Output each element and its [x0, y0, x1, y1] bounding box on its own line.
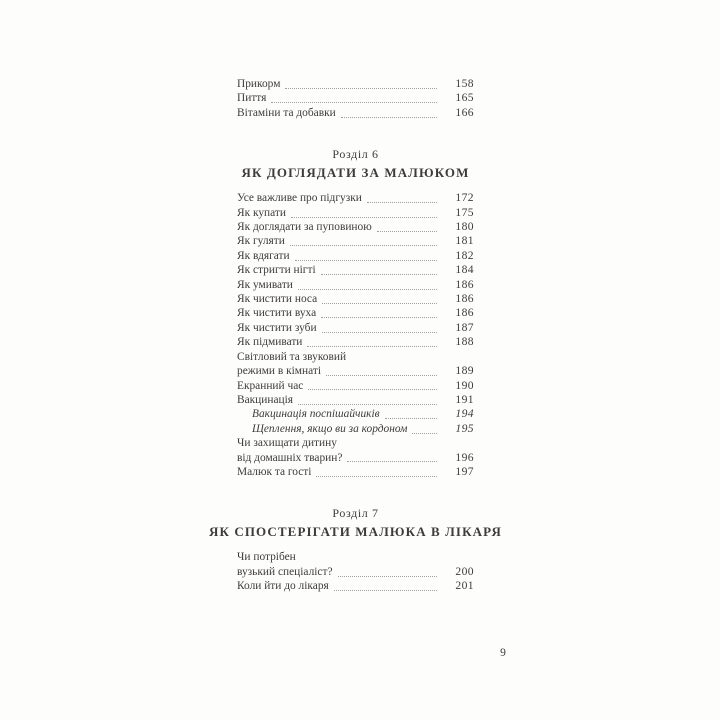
toc-entry-label: Вакцинація поспішайчиків	[252, 408, 380, 421]
chapter-title: ЯК СПОСТЕРІГАТИ МАЛЮКА В ЛІКАРЯ	[208, 524, 502, 540]
toc-entry-page: 197	[455, 464, 474, 478]
toc-entry-page: 165	[455, 91, 474, 105]
toc-entry-label: Чи потрібен	[237, 551, 296, 564]
dot-leader	[307, 379, 437, 393]
toc-entry	[237, 579, 474, 593]
dot-leader	[284, 77, 437, 91]
dot-leader	[366, 191, 437, 205]
toc-entry-page: 195	[455, 421, 474, 435]
toc-entry-page: 166	[455, 105, 474, 119]
toc-entry-label: Як стригти нігті	[237, 264, 316, 277]
toc-entry	[237, 263, 474, 277]
toc-entry-label: Як чистити зуби	[237, 321, 317, 334]
chapter-heading	[175, 146, 536, 182]
dot-leader	[315, 465, 437, 479]
toc-entry-page: 182	[455, 248, 474, 262]
toc-entry-label: Як умивати	[237, 278, 293, 291]
toc-entry-label: Малюк та гості	[237, 465, 312, 478]
toc-entry	[237, 364, 474, 378]
toc-entry-page: 196	[455, 450, 474, 464]
dot-leader	[321, 321, 437, 335]
toc-entries	[237, 77, 474, 120]
dot-leader	[270, 91, 437, 105]
toc-entry	[237, 436, 474, 450]
toc-entry-label: Усе важливе про підгузки	[237, 192, 362, 205]
toc-entry-label: Прикорм	[237, 78, 281, 90]
dot-leader	[384, 407, 437, 421]
toc-entry	[237, 206, 474, 220]
toc-entry-label: Пиття	[237, 92, 267, 105]
dot-leader	[337, 565, 437, 579]
dot-leader	[320, 306, 437, 320]
toc-entry-page: 189	[455, 364, 474, 378]
toc-entry-page: 187	[455, 320, 474, 334]
toc-entry-page: 191	[455, 392, 474, 406]
toc-entry	[237, 393, 474, 407]
toc-entry	[237, 350, 474, 364]
dot-leader	[325, 364, 437, 378]
toc-entry	[237, 465, 474, 479]
toc-entry	[237, 249, 474, 263]
toc-entry-page: 181	[455, 234, 474, 248]
toc-entry-label: режими в кімнаті	[237, 365, 322, 378]
chapter-kicker: Розділ 7	[332, 506, 379, 521]
toc-entry-label: Світловий та звуковий	[237, 350, 347, 363]
toc-entry	[237, 234, 474, 248]
toc-entry-label: Екранний час	[237, 379, 304, 392]
dot-leader	[306, 335, 437, 349]
toc-entry-label: вузький спеціаліст?	[237, 565, 333, 578]
toc-entry	[237, 77, 474, 91]
toc-entry	[237, 335, 474, 349]
toc-entry-label: Вітаміни та добавки	[237, 106, 336, 119]
dot-leader	[346, 451, 437, 465]
toc-entry-page: 172	[455, 191, 474, 205]
toc-entry-page: 186	[455, 277, 474, 291]
toc-entry-page: 186	[455, 306, 474, 320]
toc-column	[208, 77, 502, 594]
toc-entry-page: 184	[455, 263, 474, 277]
toc-entry	[237, 106, 474, 120]
toc-entry-page: 180	[455, 220, 474, 234]
dot-leader	[290, 206, 437, 220]
toc-entry	[237, 292, 474, 306]
toc-entry-label: Як підмивати	[237, 336, 303, 349]
toc-entry	[237, 407, 474, 421]
toc-entry	[237, 565, 474, 579]
toc-entry-label: Коли йти до лікаря	[237, 580, 329, 593]
chapter-kicker: Розділ 6	[332, 147, 379, 162]
toc-entry-label: від домашніх тварин?	[237, 451, 343, 464]
toc-entries	[237, 550, 474, 593]
toc-entry-page: 188	[455, 335, 474, 349]
toc-entry-label: Як гуляти	[237, 235, 285, 248]
toc-entry	[237, 550, 474, 564]
chapter-heading	[175, 505, 536, 541]
toc-entry	[237, 321, 474, 335]
toc-entry	[237, 278, 474, 292]
toc-entry	[237, 379, 474, 393]
toc-entry-label: Вакцинація	[237, 393, 294, 406]
dot-leader	[321, 292, 437, 306]
toc-entry	[237, 91, 474, 105]
dot-leader	[294, 249, 437, 263]
toc-entry-label: Як доглядати за пуповиною	[237, 221, 372, 234]
chapter-title: ЯК ДОГЛЯДАТИ ЗА МАЛЮКОМ	[241, 165, 470, 181]
dot-leader	[297, 393, 437, 407]
toc-entry-page: 201	[455, 579, 474, 593]
toc-entry-page: 186	[455, 292, 474, 306]
dot-leader	[376, 220, 437, 234]
page-number: 9	[500, 647, 506, 659]
dot-leader	[411, 422, 437, 436]
toc-entry-label: Чи захищати дитину	[237, 437, 337, 450]
dot-leader	[333, 579, 437, 593]
toc-entry-page: 175	[455, 205, 474, 219]
toc-entry	[237, 220, 474, 234]
toc-entry-page: 158	[455, 77, 474, 90]
toc-entry-page: 194	[455, 407, 474, 421]
dot-leader	[289, 234, 437, 248]
dot-leader	[340, 106, 437, 120]
toc-entry-label: Як купати	[237, 206, 286, 219]
toc-entry-page: 190	[455, 378, 474, 392]
toc-entries	[237, 191, 474, 479]
dot-leader	[297, 278, 437, 292]
toc-entry-label: Як вдягати	[237, 249, 290, 262]
toc-entry-page: 200	[455, 564, 474, 578]
toc-entry	[237, 191, 474, 205]
toc-entry	[237, 422, 474, 436]
toc-entry-label: Як чистити вуха	[237, 307, 317, 320]
toc-entry-label: Щеплення, якщо ви за кордоном	[252, 422, 408, 435]
dot-leader	[320, 263, 437, 277]
toc-entry-label: Як чистити носа	[237, 293, 318, 306]
toc-entry	[237, 451, 474, 465]
toc-entry	[237, 306, 474, 320]
